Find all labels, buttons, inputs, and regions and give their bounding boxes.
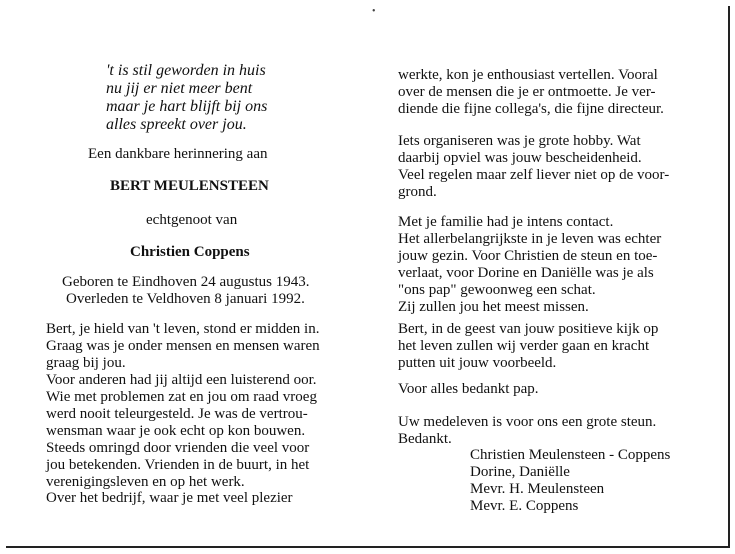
text-line: grond. xyxy=(398,184,437,200)
text-line: jouw gezin. Voor Christien de steun en toe- xyxy=(398,248,658,264)
spouse-label: echtgenoot van xyxy=(146,212,238,228)
death-line: Overleden te Veldhoven 8 januari 1992. xyxy=(66,291,305,307)
right-paragraph-4 xyxy=(398,321,708,372)
right-paragraph-1 xyxy=(398,67,708,118)
fold-mark-dot: • xyxy=(372,6,376,17)
signatory: Mevr. E. Coppens xyxy=(470,498,579,514)
text-line: Zij zullen jou het meest missen. xyxy=(398,299,589,315)
left-paragraph-2 xyxy=(46,490,326,507)
text-line: Veel regelen maar zelf liever niet op de voor- xyxy=(398,167,670,183)
spouse-name: Christien Coppens xyxy=(130,244,250,260)
signatory: Dorine, Daniëlle xyxy=(470,464,570,480)
right-paragraph-6 xyxy=(398,414,708,448)
text-line: Voor anderen had jij altijd een luisterend oor. xyxy=(46,372,317,388)
left-paragraph-1 xyxy=(46,321,326,491)
text-line: diende die fijne collega's, die fijne directeur. xyxy=(398,101,664,117)
poem-line: maar je hart blijft bij ons xyxy=(106,98,268,115)
signatories xyxy=(470,447,670,515)
text-line: Wie met problemen zat en jou om raad vroeg xyxy=(46,389,317,405)
text-line: Graag was je onder mensen en mensen waren xyxy=(46,338,320,354)
text-line: Bedankt. xyxy=(398,431,452,447)
signatory: Mevr. H. Meulensteen xyxy=(470,481,605,497)
text-line: putten uit jouw voorbeeld. xyxy=(398,355,557,371)
text-line: over de mensen die je er ontmoette. Je ver- xyxy=(398,84,656,100)
signatory: Christien Meulensteen - Coppens xyxy=(470,447,671,463)
text-line: wensman waar je ook echt op kon bouwen. xyxy=(46,423,306,439)
text-line: "ons pap" gewoonweg een schat. xyxy=(398,282,596,298)
text-line: Steeds omringd door vrienden die veel voor xyxy=(46,440,310,456)
text-line: het leven zullen wij verder gaan en kracht xyxy=(398,338,650,354)
text-line: Uw medeleven is voor ons een grote steun. xyxy=(398,414,657,430)
text-line: werd nooit teleurgesteld. Je was de vertrou- xyxy=(46,406,308,422)
right-paragraph-3 xyxy=(398,214,708,316)
text-line: Met je familie had je intens contact. xyxy=(398,214,614,230)
text-line: Iets organiseren was je grote hobby. Wat xyxy=(398,133,641,149)
poem-line: 't is stil geworden in huis xyxy=(106,62,266,79)
text-line: Voor alles bedankt pap. xyxy=(398,381,539,397)
deceased-name: BERT MEULENSTEEN xyxy=(110,178,269,194)
poem-line: nu jij er niet meer bent xyxy=(106,80,253,97)
text-line: verenigingsleven en op het werk. xyxy=(46,474,245,490)
memorial-card xyxy=(6,6,730,548)
text-line: daarbij opviel was jouw bescheidenheid. xyxy=(398,150,642,166)
text-line: Het allerbelangrijkste in je leven was echter xyxy=(398,231,662,247)
poem-line: alles spreekt over jou. xyxy=(106,116,247,133)
text-line: graag bij jou. xyxy=(46,355,126,371)
right-paragraph-5 xyxy=(398,381,708,398)
intro-text: Een dankbare herinnering aan xyxy=(88,146,268,162)
text-line: jou betekenden. Vrienden in de buurt, in het xyxy=(46,457,310,473)
text-line: Bert, je hield van 't leven, stond er midden in. xyxy=(46,321,320,337)
right-paragraph-2 xyxy=(398,133,708,201)
text-line: Bert, in de geest van jouw positieve kijk op xyxy=(398,321,659,337)
text-line: verlaat, voor Dorine en Daniëlle was je als xyxy=(398,265,654,281)
text-line: Over het bedrijf, waar je met veel plezier xyxy=(46,490,293,506)
birth-line: Geboren te Eindhoven 24 augustus 1943. xyxy=(62,274,310,290)
memorial-poem xyxy=(106,62,267,134)
text-line: werkte, kon je enthousiast vertellen. Vooral xyxy=(398,67,658,83)
